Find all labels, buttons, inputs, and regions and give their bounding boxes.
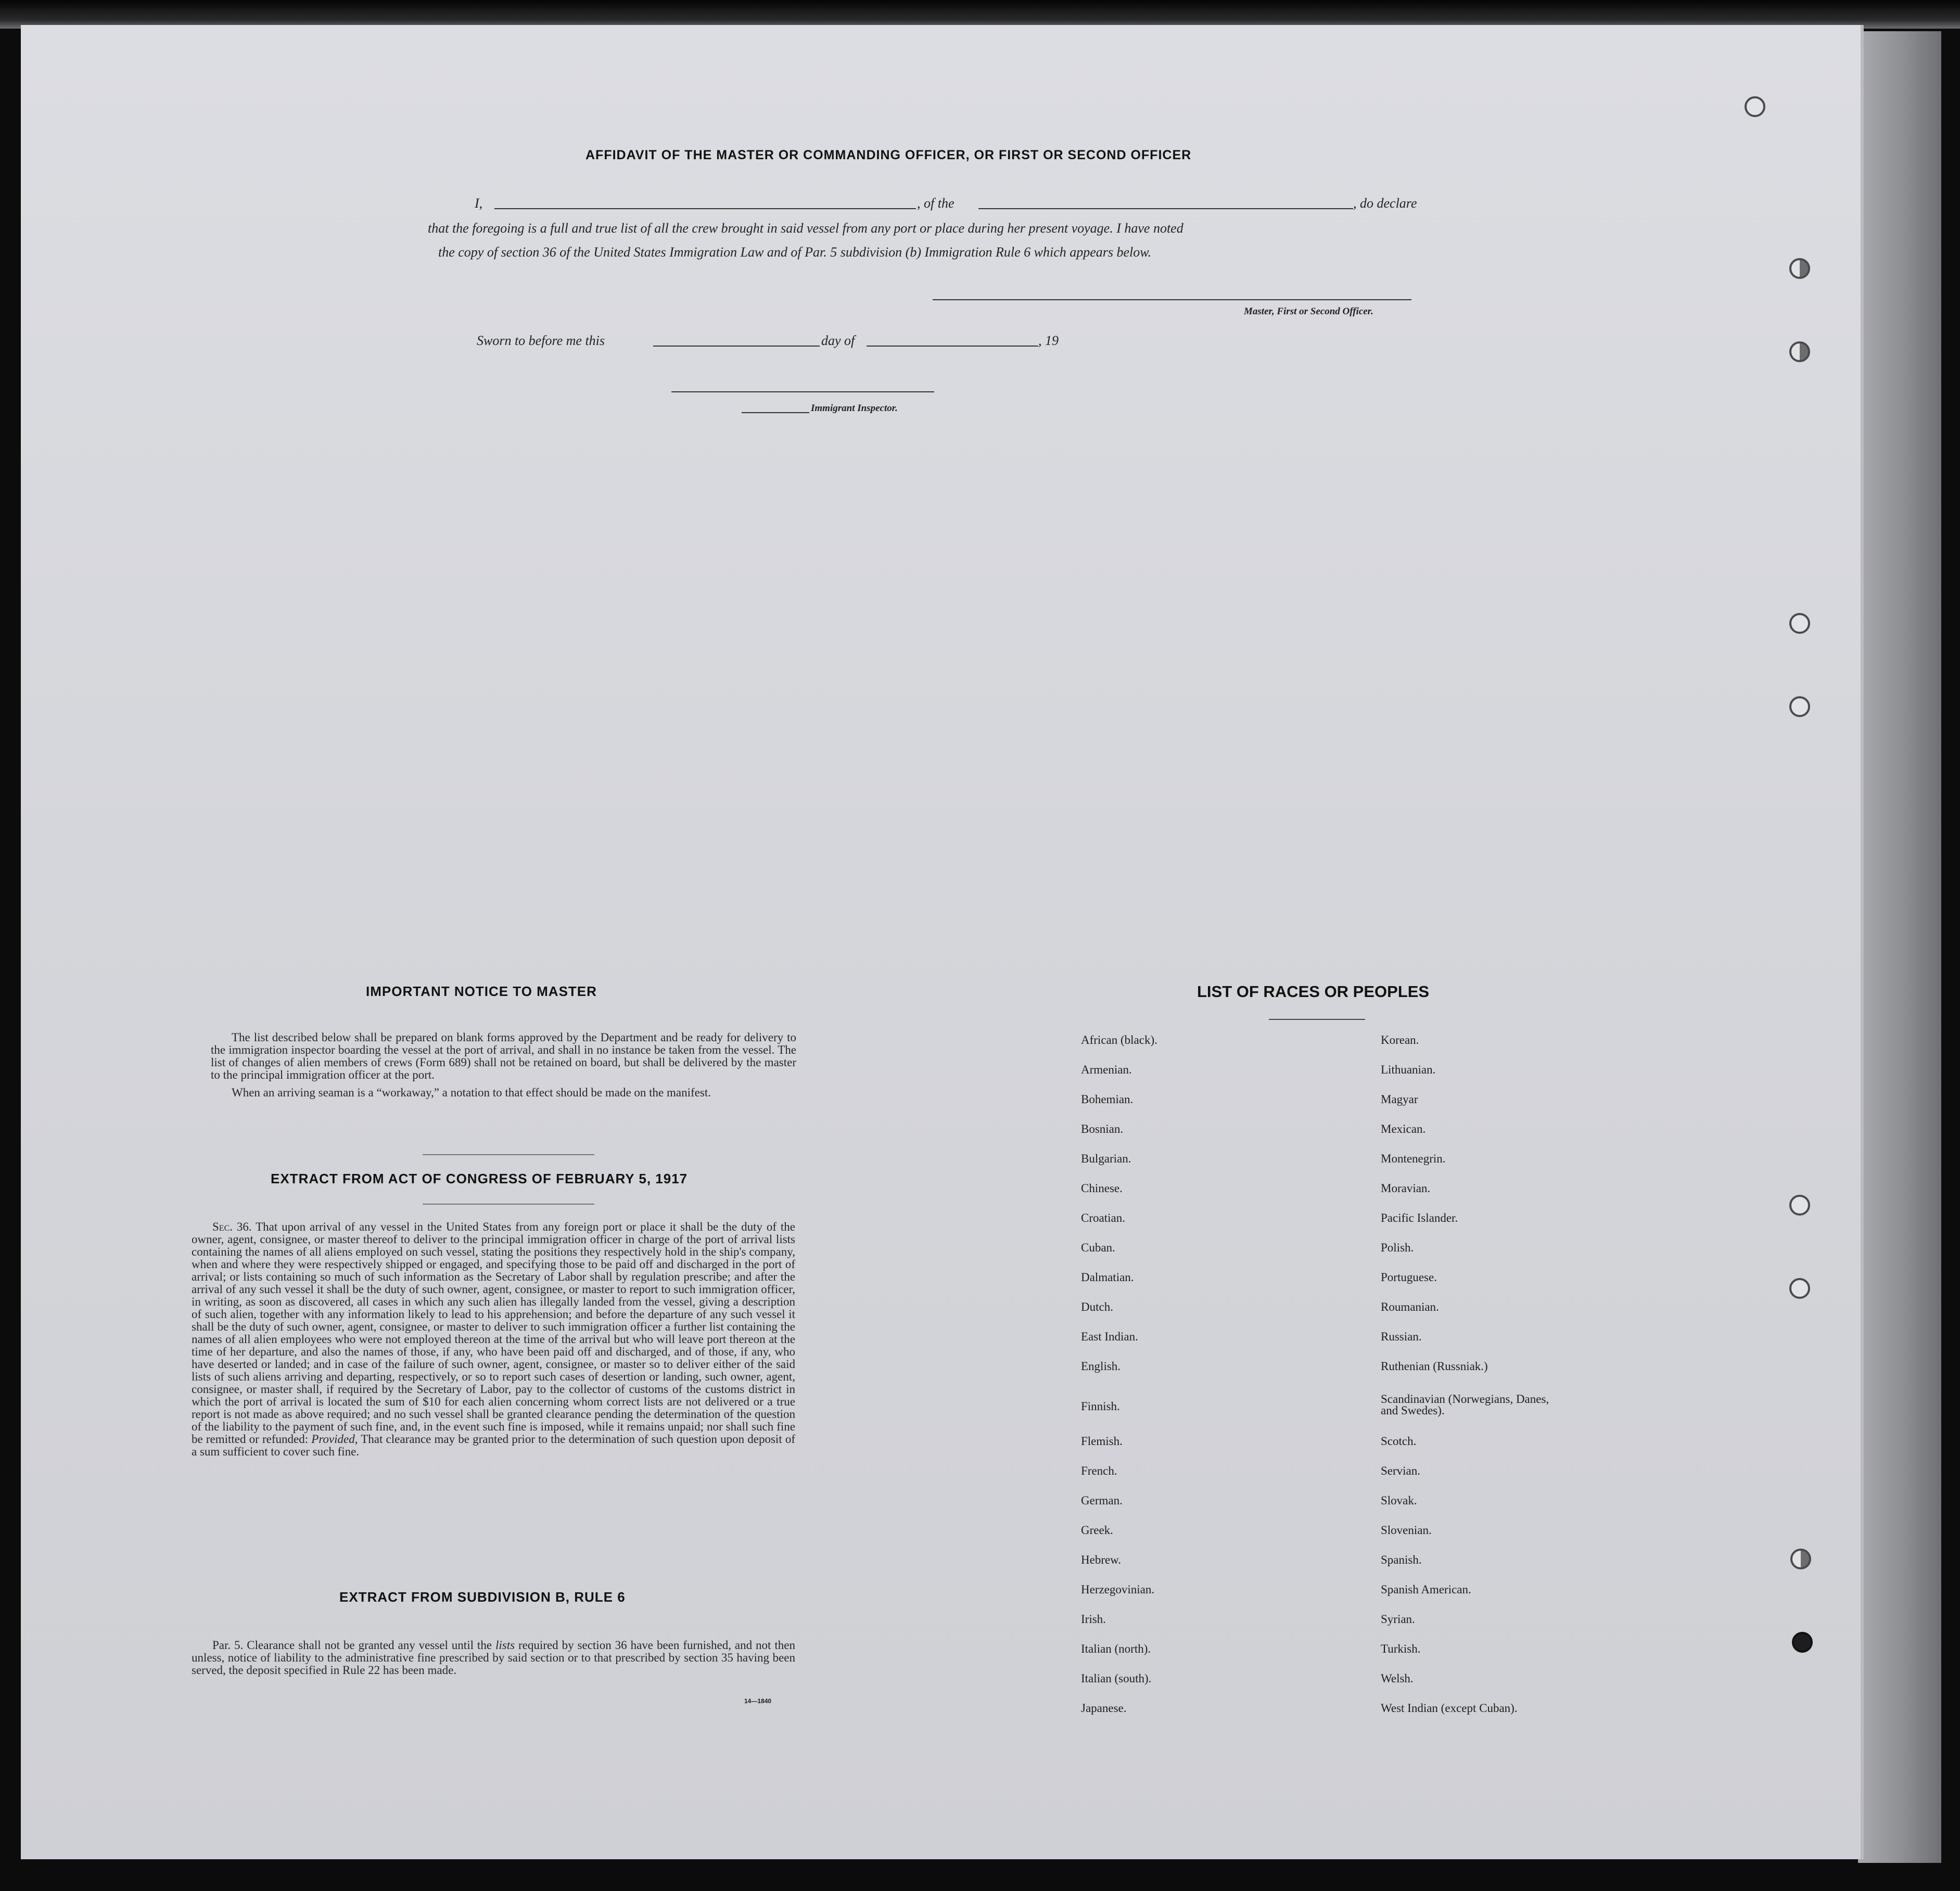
affidavit-i-label: I,	[475, 196, 483, 211]
race-entry: Italian (north).	[1081, 1642, 1151, 1655]
section-divider	[423, 1204, 594, 1205]
race-entry: Croatian.	[1081, 1211, 1125, 1224]
race-entry: Bohemian.	[1081, 1093, 1134, 1106]
race-entry: Ruthenian (Russniak.)	[1381, 1360, 1488, 1373]
race-entry: Moravian.	[1381, 1182, 1431, 1195]
act-body-text-end: That clearance may be granted prior to the determination of such question upon deposit of a sum sufficient to cover such fine.	[192, 1433, 795, 1458]
binder-hole	[1789, 696, 1810, 717]
affidavit-declare-label: , do declare	[1353, 196, 1417, 211]
master-signature-label: Master, First or Second Officer.	[1244, 306, 1373, 317]
master-signature-line	[933, 299, 1411, 300]
races-heading-underline	[1269, 1019, 1365, 1020]
race-entry: Flemish.	[1081, 1435, 1123, 1448]
rule-body-text-end: required by section 36 have been furnished, and not then unless, notice of liability to the administrative fine prescribed by said section or to that prescribed by section 35 having been served, the deposit specified in Rule 22 has been made.	[192, 1639, 795, 1677]
race-entry: Portuguese.	[1381, 1271, 1437, 1284]
notice-body	[211, 1031, 796, 1104]
section-divider	[423, 1154, 594, 1155]
race-entry: Pacific Islander.	[1381, 1211, 1458, 1224]
race-entry: Irish.	[1081, 1613, 1106, 1626]
rule-extract-heading: EXTRACT FROM SUBDIVISION B, RULE 6	[339, 1589, 626, 1605]
race-entry: Italian (south).	[1081, 1672, 1152, 1685]
race-entry: Greek.	[1081, 1524, 1113, 1537]
sworn-day-line	[653, 346, 820, 347]
race-entry: Bulgarian.	[1081, 1152, 1131, 1165]
binder-hole	[1789, 258, 1810, 279]
races-heading: LIST OF RACES OR PEOPLES	[1197, 982, 1430, 1001]
affidavit-line-3: the copy of section 36 of the United States Immigration Law and of Par. 5 subdivision (b) Immigration Rule 6 which appears below.	[438, 245, 1152, 260]
inspector-label: Immigrant Inspector.	[811, 403, 898, 414]
scan-right-edge	[1858, 31, 1941, 1863]
race-entry: Welsh.	[1381, 1672, 1414, 1685]
race-entry: Mexican.	[1381, 1122, 1426, 1135]
race-entry: Magyar	[1381, 1093, 1418, 1106]
race-entry: German.	[1081, 1494, 1123, 1507]
race-entry: Bosnian.	[1081, 1122, 1124, 1135]
affidavit-of-the-label: , of the	[917, 196, 954, 211]
race-entry: African (black).	[1081, 1033, 1157, 1046]
race-entry: Spanish.	[1381, 1553, 1422, 1566]
binder-hole	[1789, 1278, 1810, 1299]
race-entry: Dutch.	[1081, 1300, 1113, 1313]
race-entry: Russian.	[1381, 1330, 1422, 1343]
rule-extract-body	[192, 1639, 795, 1682]
act-extract-heading: EXTRACT FROM ACT OF CONGRESS OF FEBRUARY 5, 1917	[271, 1171, 688, 1186]
race-entry: Cuban.	[1081, 1241, 1115, 1254]
act-provided-word: Provided,	[311, 1433, 358, 1446]
race-entry: Syrian.	[1381, 1613, 1415, 1626]
race-entry: French.	[1081, 1464, 1117, 1477]
sworn-day-of: day of	[821, 333, 855, 348]
inspector-short-line	[742, 412, 809, 413]
rule-lists-word: lists	[495, 1639, 515, 1652]
race-entry: Roumanian.	[1381, 1300, 1439, 1313]
notice-heading: IMPORTANT NOTICE TO MASTER	[366, 983, 597, 999]
race-entry: Turkish.	[1381, 1642, 1421, 1655]
race-entry: Chinese.	[1081, 1182, 1123, 1195]
affidavit-heading: AFFIDAVIT OF THE MASTER OR COMMANDING OFFICER, OR FIRST OR SECOND OFFICER	[586, 148, 1192, 162]
sworn-month-line	[867, 346, 1038, 347]
name-blank-line	[494, 208, 916, 209]
inspector-signature-line	[671, 391, 934, 392]
race-entry: English.	[1081, 1360, 1121, 1373]
sworn-year: , 19	[1038, 333, 1059, 348]
rule-body-text: Par. 5. Clearance shall not be granted any vessel until the	[212, 1639, 492, 1652]
race-entry: Slovak.	[1381, 1494, 1417, 1507]
vessel-blank-line	[978, 208, 1353, 209]
race-entry: Finnish.	[1081, 1400, 1120, 1413]
race-entry: Dalmatian.	[1081, 1271, 1134, 1284]
binder-hole	[1789, 341, 1810, 362]
race-entry: Montenegrin.	[1381, 1152, 1446, 1165]
binder-hole	[1745, 96, 1765, 117]
scan-top-edge	[0, 0, 1960, 29]
act-section-label: Sec. 36.	[212, 1220, 252, 1233]
sworn-prefix: Sworn to before me this	[477, 333, 605, 348]
race-entry: Polish.	[1381, 1241, 1414, 1254]
form-number: 14—1840	[744, 1697, 772, 1705]
race-entry: Servian.	[1381, 1464, 1421, 1477]
race-entry: Scotch.	[1381, 1435, 1417, 1448]
binder-hole	[1789, 613, 1810, 634]
race-entry: Herzegovinian.	[1081, 1583, 1155, 1596]
binder-hole	[1789, 1195, 1810, 1216]
race-entry: Scandinavian (Norwegians, Danes, and Swedes).	[1381, 1392, 1549, 1417]
race-entry: Lithuanian.	[1381, 1063, 1436, 1076]
race-entry: Hebrew.	[1081, 1553, 1122, 1566]
race-entry: Spanish American.	[1381, 1583, 1471, 1596]
binder-hole	[1790, 1549, 1811, 1569]
race-entry: Slovenian.	[1381, 1524, 1432, 1537]
race-entry: West Indian (except Cuban).	[1381, 1702, 1518, 1715]
race-entry: Armenian.	[1081, 1063, 1132, 1076]
binder-hole	[1792, 1632, 1813, 1653]
race-entry: East Indian.	[1081, 1330, 1138, 1343]
act-extract-body	[192, 1221, 795, 1463]
race-entry: Korean.	[1381, 1033, 1419, 1046]
notice-paragraph-2: When an arriving seaman is a “workaway,” a notation to that effect should be made on the manifest.	[232, 1086, 711, 1099]
affidavit-line-2: that the foregoing is a full and true list of all the crew brought in said vessel from any port or place during her present voyage. I have noted	[428, 221, 1183, 236]
act-body-text: That upon arrival of any vessel in the United States from any foreign port or place it shall be the duty of the owner, agent, consignee, or master thereof to deliver to the principal immigration officer in charge of the port of arrival lists containing the names of all aliens employed on such vessel, stating the positions they respectively hold in the ship's company, when and where they were respectively shipped or engaged, and specifying those to be paid off and discharged in the port of arrival; or lists containing so much of such information as the Secretary of Labor shall by regulation prescribe; and after the arrival of any such vessel it shall be the duty of such owner, agent, consignee, or master to report to such immigration officer, in writing, as soon as discovered, all cases in which any such alien has illegally landed from the vessel, giving a description of such alien, together with any information likely to lead to his apprehension; and before the departure of any such vessel it shall be the duty of such owner, agent, consignee, or master to deliver to such immigration officer a further list containing the names of all alien employees who were not employed thereon at the time of the arrival but who will leave port thereon at the time of her departure, and also the names of those, if any, who have been paid off and discharged, and of those, if any, who have deserted or landed; and in case of the failure of such owner, agent, consignee, or master so to deliver either of the said lists of such aliens arriving and departing, respectively, or so to report such cases of desertion or landing, such owner, agent, consignee, or master shall, if required by the Secretary of Labor, pay to the collector of customs of the customs district in which the port of arrival is located the sum of $10 for each alien concerning whom correct lists are not delivered or a true report is not made as above required; and no such vessel shall be granted clearance pending the determination of the question of the liability to the payment of such fine, and, in the event such fine is imposed, while it remains unpaid; nor shall such fine be remitted or refunded:	[192, 1220, 795, 1446]
notice-paragraph-1: The list described below shall be prepared on blank forms approved by the Department and be ready for delivery to the immigration inspector boarding the vessel at the port of arrival, and shall in no instance be taken from the vessel. The list of changes of alien members of crews (Form 689) shall not be retained on board, but shall be delivered by the master to the principal immigration officer at the port.	[211, 1031, 796, 1081]
race-entry: Japanese.	[1081, 1702, 1127, 1715]
